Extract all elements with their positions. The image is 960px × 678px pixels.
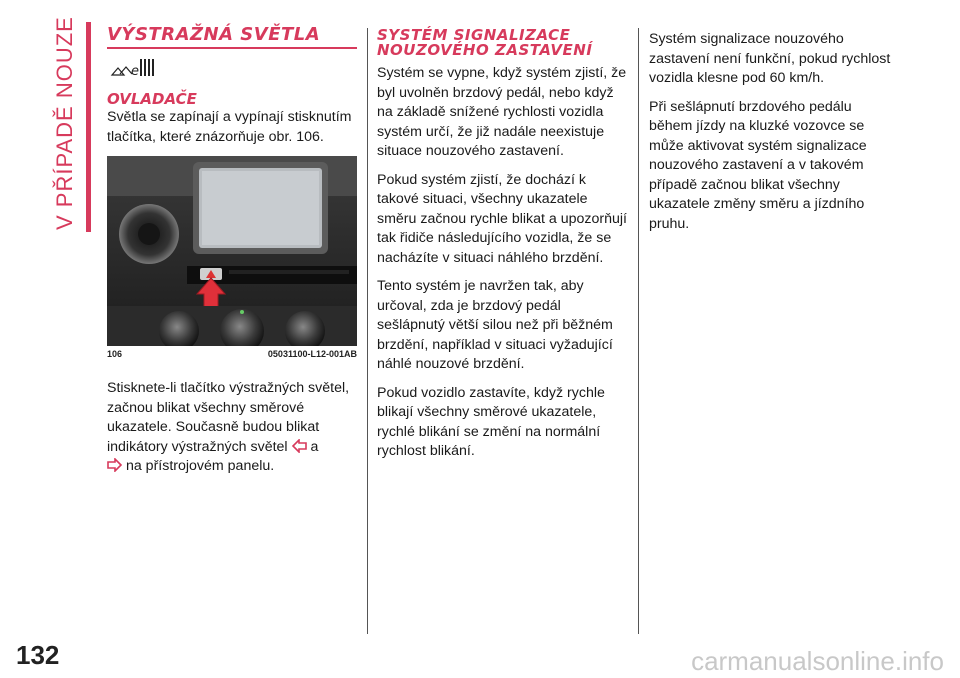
dashboard-illustration: [107, 156, 357, 346]
hazard-text-start: Stisknete-li tlačítko výstražných světel, začnou blikat všechny směrové ukazatele. Současně budou blikat indikátory výstražných světel: [107, 380, 350, 455]
paragraph: Systém se vypne, když systém zjistí, že byl uvolněn brzdový pedál, nebo když na základě snížené rychlosti vozidla systém určí, že již nadále neexistuje situace nouzového zastavení.: [377, 65, 627, 159]
section-title: [377, 28, 627, 58]
column-3: [649, 30, 899, 243]
paragraph: Systém signalizace nouzového zastavení není funkční, pokud rychlost vozidla klesne pod 60 km/h.: [649, 31, 891, 86]
column-1: [107, 24, 357, 486]
language-tag-icon: [110, 55, 156, 81]
hazard-paragraph: [107, 379, 357, 477]
figure-number: 106: [107, 349, 123, 359]
section-title-line-1: SYSTÉM SIGNALIZACE: [377, 26, 571, 44]
turn-signal-left-icon: [292, 439, 307, 453]
hazard-text-middle: a: [310, 438, 319, 455]
intro-text: Světla se zapínají a vypínají stisknutím tlačítka, které znázorňuje obr. 106.: [107, 109, 352, 145]
dashboard-photo: [107, 156, 357, 346]
svg-text:e: e: [131, 64, 139, 79]
figure-code: 05031100-L12-001AB: [267, 349, 357, 359]
section-title-line-2: NOUZOVÉHO ZASTAVENÍ: [377, 41, 593, 59]
paragraph: Pokud vozidlo zastavíte, když rychle blikají všechny směrové ukazatele, rychlé blikání se změní na normální rychlost blikání.: [377, 384, 605, 459]
turn-signal-right-icon: [107, 458, 122, 472]
paragraph: Při sešlápnutí brzdového pedálu během jízdy na kluzké vozovce se může aktivovat systém signalizace nouzového zastavení a v takovém případě začnou blikat všechny ukazatele změny směru a jízdního pruhu.: [649, 98, 867, 232]
column-divider: [638, 28, 639, 634]
hazard-text-end: na přístrojovém panelu.: [125, 458, 275, 474]
figure-caption: [107, 349, 357, 359]
column-2: [377, 24, 627, 471]
column-divider: [367, 28, 368, 634]
section-title: VÝSTRAŽNÁ SVĚTLA: [107, 24, 357, 49]
chapter-side-title: V PŘÍPADĚ NOUZE: [52, 16, 77, 230]
page-number: 132: [16, 640, 60, 670]
chapter-side-bar: [86, 22, 91, 232]
subsection-title: OVLADAČE: [107, 90, 197, 108]
paragraph: Pokud systém zjistí, že dochází k takové situaci, všechny ukazatele směru začnou rychle blikat a upozorňují tak řidiče následujícího vozidla, že se nacházíte v situaci náhlého brzdění.: [377, 171, 627, 266]
paragraph: Tento systém je navržen tak, aby určoval, zda je brzdový pedál sešlápnutý větší silou než při běžném brzdění, například v situaci vyžadující náhlé nouzové brzdění.: [377, 278, 613, 372]
watermark: carmanualsonline.info: [691, 646, 944, 676]
